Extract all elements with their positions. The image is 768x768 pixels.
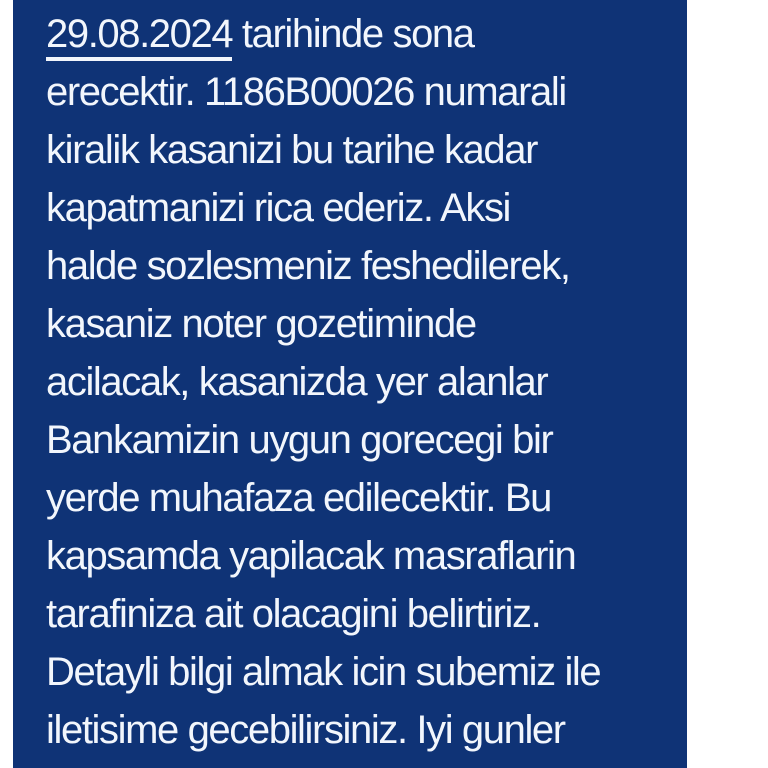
message-line: kasaniz noter gozetiminde — [46, 302, 476, 346]
message-line-text: tarihinde sona — [232, 12, 474, 56]
message-line: Detayli bilgi almak icin subemiz ile — [46, 650, 601, 694]
message-line: kapatmanizi rica ederiz. Aksi — [46, 186, 511, 230]
message-line: tarafiniza ait olacagini belirtiriz. — [46, 592, 541, 636]
message-panel — [13, 0, 687, 768]
message-line — [46, 5, 677, 63]
message-line: erecektir. 1186B00026 numarali — [46, 70, 566, 114]
message-line: halde sozlesmeniz feshedilerek, — [46, 244, 570, 288]
message-line: Bankamizin uygun gorecegi bir — [46, 418, 553, 462]
message-line: acilacak, kasanizda yer alanlar — [46, 360, 548, 404]
message-line: yerde muhafaza edilecektir. Bu — [46, 476, 551, 520]
message-line: kiralik kasanizi bu tarihe kadar — [46, 128, 538, 172]
message-line: iletisime gecebilirsiniz. Iyi gunler — [46, 708, 565, 752]
expiry-date-link[interactable]: 29.08.2024 — [46, 12, 232, 61]
message-line: kapsamda yapilacak masraflarin — [46, 534, 576, 578]
